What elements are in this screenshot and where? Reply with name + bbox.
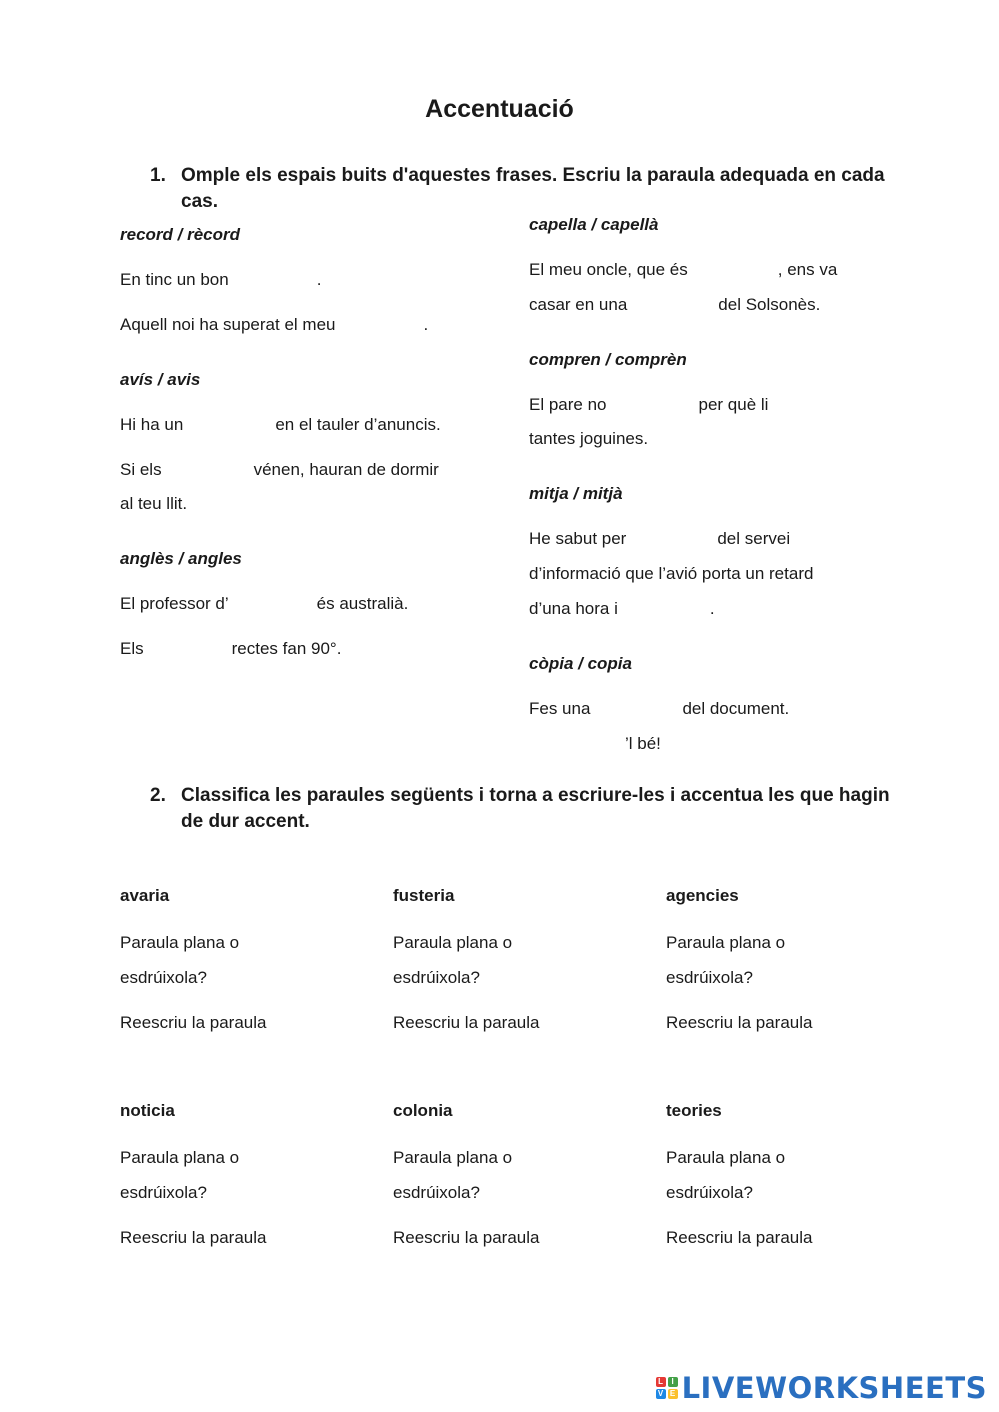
group-heading-record: record / rècord <box>120 225 240 244</box>
group-heading-avis: avís / avis <box>120 370 201 389</box>
word-question: Paraula plana o <box>666 933 786 952</box>
word-label: noticia <box>120 1101 175 1120</box>
sentence-text: Fes una <box>529 699 591 718</box>
sentence-text: Si els <box>120 460 162 479</box>
sentence-left <box>120 415 441 435</box>
sentence-text: del servei <box>717 529 791 548</box>
logo-mark-letter: E <box>668 1389 678 1399</box>
group-heading-angles: anglès / angles <box>120 549 242 568</box>
word-label: agencies <box>666 886 739 905</box>
logo-mark-icon <box>656 1377 678 1399</box>
word-rewrite: Reescriu la paraula <box>393 1013 540 1032</box>
sentence-text: en el tauler d’anuncis. <box>275 415 441 434</box>
page-title: Accentuació <box>425 95 574 123</box>
sentence-text: . <box>316 270 322 289</box>
group-heading-mitja: mitja / mitjà <box>529 484 623 503</box>
word-question: esdrúixola? <box>120 968 207 987</box>
question-1-number: 1. <box>150 165 166 186</box>
group-heading-compren: compren / comprèn <box>529 350 687 369</box>
logo-mark-letter: I <box>668 1377 678 1387</box>
sentence-text: El pare no <box>529 395 607 414</box>
word-card <box>393 1101 633 1248</box>
word-question: Paraula plana o <box>120 1148 240 1167</box>
group-heading-copia: còpia / copia <box>529 654 632 673</box>
word-question: Paraula plana o <box>120 933 240 952</box>
sentence-text: He sabut per <box>529 529 627 548</box>
sentence-text: vénen, hauran de dormir <box>253 460 439 479</box>
word-card <box>120 1101 360 1248</box>
question-1 <box>150 163 890 215</box>
sentence-right <box>529 395 768 415</box>
word-card <box>120 886 360 1033</box>
word-rewrite: Reescriu la paraula <box>666 1228 813 1247</box>
sentence-left <box>120 315 428 335</box>
logo-mark-letter: L <box>656 1377 666 1387</box>
sentence-text: Aquell noi ha superat el meu <box>120 315 336 334</box>
sentence-text: En tinc un bon <box>120 270 229 289</box>
question-2 <box>150 783 890 835</box>
sentence-text: ’l bé! <box>625 734 661 753</box>
sentence-left: al teu llit. <box>120 494 188 513</box>
liveworksheets-logo <box>656 1372 987 1404</box>
sentence-left <box>120 639 341 659</box>
word-question: esdrúixola? <box>666 968 753 987</box>
sentence-text: El meu oncle, que és <box>529 260 688 279</box>
logo-text: LIVEWORKSHEETS <box>681 1371 987 1405</box>
sentence-text: Els <box>120 639 144 658</box>
sentence-right <box>529 699 789 719</box>
word-question: Paraula plana o <box>666 1148 786 1167</box>
sentence-text: del Solsonès. <box>718 295 821 314</box>
sentence-text: rectes fan 90°. <box>231 639 342 658</box>
sentence-text: El professor d’ <box>120 594 229 613</box>
sentence-right <box>529 599 715 619</box>
sentence-left <box>120 594 408 614</box>
sentence-right: d’informació que l’avió porta un retard <box>529 564 814 583</box>
word-question: esdrúixola? <box>393 1183 480 1202</box>
word-rewrite: Reescriu la paraula <box>666 1013 813 1032</box>
sentence-text: Hi ha un <box>120 415 184 434</box>
word-question: esdrúixola? <box>393 968 480 987</box>
word-label: avaria <box>120 886 170 905</box>
word-question: esdrúixola? <box>120 1183 207 1202</box>
sentence-right <box>529 260 837 280</box>
word-label: teories <box>666 1101 722 1120</box>
group-heading-capella: capella / capellà <box>529 215 659 234</box>
word-question: esdrúixola? <box>666 1183 753 1202</box>
sentence-text: casar en una <box>529 295 628 314</box>
word-label: fusteria <box>393 886 455 905</box>
sentence-text: d’una hora i <box>529 599 618 618</box>
logo-mark-letter: V <box>656 1389 666 1399</box>
word-card <box>393 886 633 1033</box>
sentence-left <box>120 270 321 290</box>
sentence-text: per què li <box>698 395 769 414</box>
word-rewrite: Reescriu la paraula <box>120 1013 267 1032</box>
question-2-text: Classifica les paraules següents i torna a escriure-les i accentua les que hagin de dur accent. <box>181 785 890 832</box>
word-card <box>666 1101 906 1248</box>
sentence-right <box>529 734 661 754</box>
word-question: Paraula plana o <box>393 1148 513 1167</box>
word-rewrite: Reescriu la paraula <box>120 1228 267 1247</box>
sentence-left <box>120 460 439 480</box>
sentence-right: tantes joguines. <box>529 429 649 448</box>
sentence-right <box>529 295 820 315</box>
sentence-text: . <box>423 315 429 334</box>
word-label: colonia <box>393 1101 453 1120</box>
sentence-text: del document. <box>682 699 790 718</box>
sentence-right <box>529 529 790 549</box>
sentence-text: , ens va <box>777 260 838 279</box>
question-2-number: 2. <box>150 785 166 806</box>
word-rewrite: Reescriu la paraula <box>393 1228 540 1247</box>
sentence-text: és australià. <box>316 594 409 613</box>
word-card <box>666 886 906 1033</box>
sentence-text: . <box>709 599 715 618</box>
word-question: Paraula plana o <box>393 933 513 952</box>
question-1-text: Omple els espais buits d'aquestes frases. Escriu la paraula adequada en cada cas. <box>181 165 885 212</box>
